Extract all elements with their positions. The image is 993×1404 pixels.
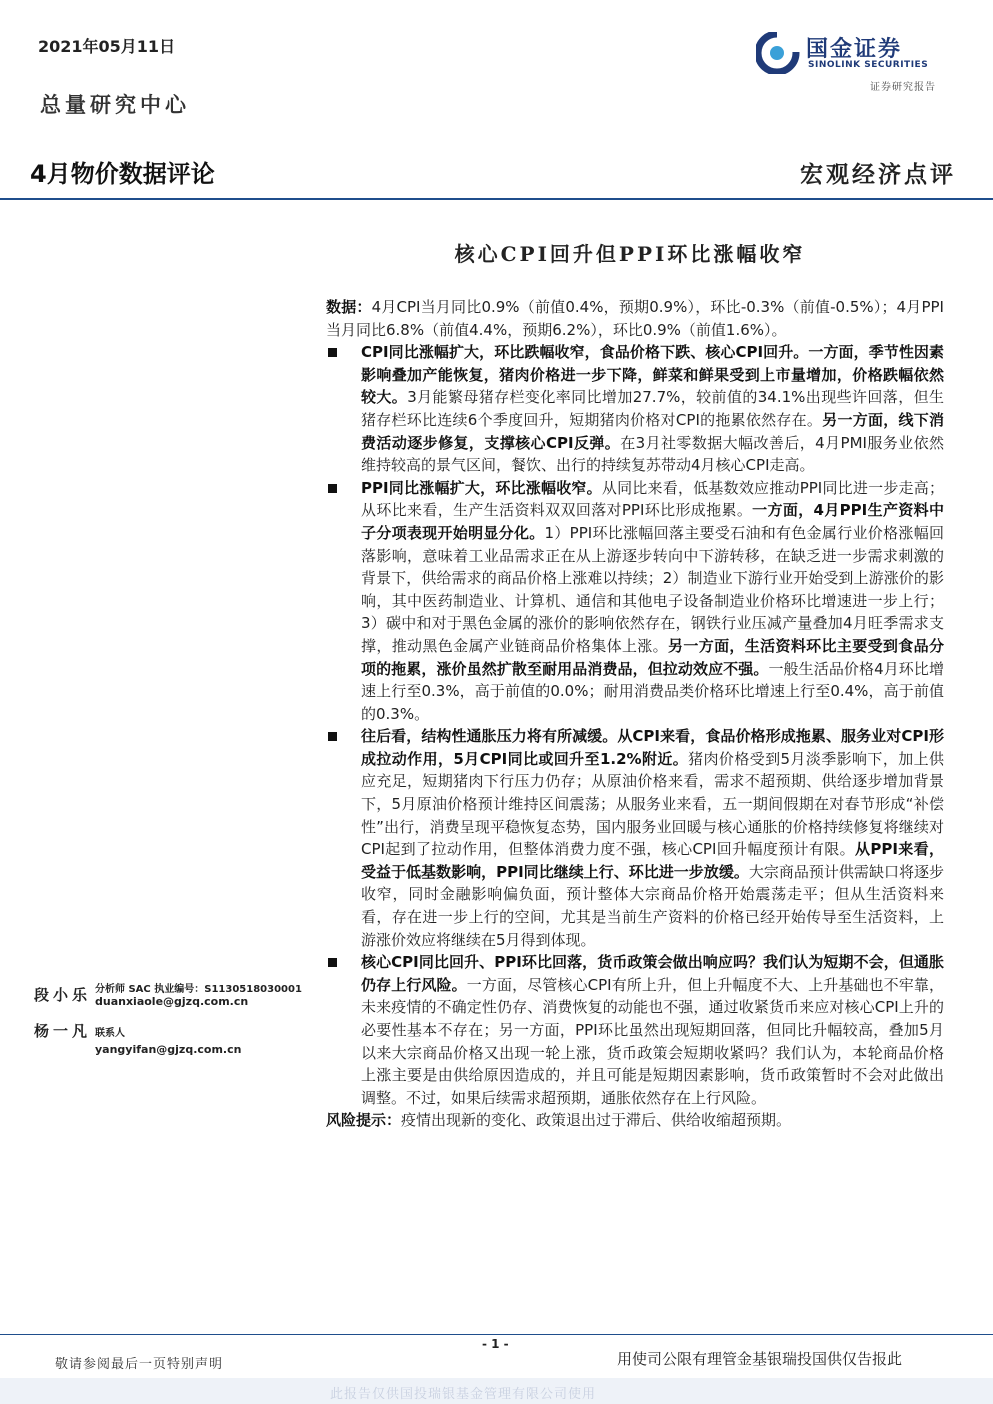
data-text: 4月CPI当月同比0.9%（前值0.4%，预期0.9%），环比-0.3%（前值-0.5%）；4月PPI当月同比6.8%（前值4.4%，预期6.2%），环比0.9%（前值1.6%）。	[326, 298, 944, 339]
bullet-square-icon	[328, 348, 337, 357]
report-title: 4月物价数据评论	[30, 160, 215, 188]
report-body	[326, 296, 944, 1132]
research-center: 总量研究中心	[40, 92, 190, 117]
bullet-text: 大宗商品预计供需缺口将逐步收窄，同时金融影响偏负面，预计整体大宗商品价格开始震荡走平；但从生活资料来看，存在进一步上行的空间，尤其是当前生产资料的价格已经开始传导至生活资料，上游涨价效应将继续在5月得到体现。	[361, 862, 944, 949]
bullet-item	[326, 725, 944, 951]
risk-text: 疫情出现新的变化、政策退出过于滞后、供给收缩超预期。	[401, 1111, 792, 1130]
watermark-text: 此报告仅供国投瑞银基金管理有限公司使用	[330, 1387, 597, 1402]
report-type: 宏观经济点评	[800, 161, 956, 188]
contact-email[interactable]: yangyifan@gjzq.com.cn	[95, 1043, 242, 1056]
page-number: - 1 -	[482, 1337, 509, 1351]
bullet-bold-text: 另一方面，生活资料环比主要受到食品分项的拖累，涨价虽然扩散至耐用品消费品，但拉动效应不强。	[361, 636, 944, 678]
logo-subtitle: 证券研究报告	[870, 82, 936, 93]
bullet-bold-text: 从PPI来看，受益于低基数影响，PPI同比继续上行、环比进一步放缓。	[361, 840, 945, 881]
report-date: 2021年05月11日	[38, 37, 176, 56]
bullet-square-icon	[328, 732, 337, 741]
data-paragraph	[326, 296, 944, 341]
bullet-bold-text: CPI同比涨幅扩大，环比跌幅收窄，食品价格下跌、核心CPI回升。一方面，季节性因素影响叠加产能恢复，猪肉价格进一步下降，鲜菜和鲜果受到上市量增加，价格跌幅依然较大。	[361, 343, 944, 407]
contact-name: 杨一凡	[34, 1022, 92, 1040]
contact-role: 联系人	[95, 1028, 125, 1039]
bullet-item	[326, 341, 944, 477]
logo-name-en: SINOLINK SECURITIES	[808, 60, 929, 70]
bullet-text: 在3月社零数据大幅改善后，4月PMI服务业依然维持较高的景气区间，餐饮、出行的持续复苏带动4月核心CPI走高。	[361, 433, 944, 475]
risk-label: 风险提示：	[326, 1111, 402, 1130]
footer-reversed-text: 用使司公限有理管金基银瑞投国供仅告报此	[617, 1350, 903, 1368]
analyst-details	[95, 980, 315, 1008]
bullet-bold-text: PPI同比涨幅扩大，环比涨幅收窄。	[361, 478, 602, 497]
header-divider	[0, 198, 993, 200]
bullet-bold-text: 另一方面，线下消费活动逐步修复，支撑核心CPI反弹。	[361, 410, 944, 452]
risk-paragraph	[326, 1109, 944, 1132]
analyst-block	[34, 984, 91, 1005]
logo-mark-icon	[756, 32, 800, 74]
bullet-text: 一般生活品价格4月环比增速上行至0.3%，高于前值的0.0%；耐用消费品类价格环比增速上行至0.4%，高于前值的0.3%。	[361, 659, 944, 723]
bullet-square-icon	[328, 958, 337, 967]
bullet-bold-text: 往后看，结构性通胀压力将有所减缓。从CPI来看，食品价格形成拖累、服务业对CPI形成拉动作用，5月CPI同比或回升至1.2%附近。	[361, 727, 944, 768]
logo-name-cn: 国金证券	[806, 37, 903, 62]
company-logo	[756, 32, 946, 74]
analyst-email[interactable]: duanxiaole@gjzq.com.cn	[95, 995, 249, 1008]
bullet-bold-text: 一方面，4月PPI生产资料中子分项表现开始明显分化。	[361, 501, 944, 542]
disclaimer-note: 敬请参阅最后一页特别声明	[55, 1357, 224, 1372]
data-label: 数据：	[326, 298, 372, 316]
analyst-role: 分析师 SAC 执业编号：S1130518030001	[95, 984, 302, 995]
contact-details	[95, 1024, 315, 1056]
bullet-item	[326, 951, 944, 1109]
report-subtitle: 核心CPI回升但PPI环比涨幅收窄	[454, 242, 806, 266]
bullet-text: 一方面，尽管核心CPI有所上升，但上升幅度不大、上升基础也不牢靠，未来疫情的不确定性仍存、消费恢复的动能也不强，通过收紧货币来应对核心CPI上升的必要性基本不存在；另一方面，PPI环比虽然出现短期回落，但同比升幅较高，叠加5月以来大宗商品价格又出现一轮上涨，货币政策会短期收紧吗？我们认为，本轮商品价格上涨主要是由供给原因造成的，并且可能是短期因素影响，货币政策暂时不会对此做出调整。不过，如果后续需求超预期，通胀依然存在上行风险。	[361, 975, 944, 1107]
contact-block	[34, 1020, 91, 1041]
bullet-square-icon	[328, 484, 337, 493]
bullet-text: 猪肉价格受到5月淡季影响下，加上供应充足，短期猪肉下行压力仍存；从原油价格来看，需求不超预期、供给逐步增加背景下，5月原油价格预计维持区间震荡；从服务业来看，五一期间假期在对春节形成“补偿性”出行，消费呈现平稳恢复态势，国内服务业回暖与核心通胀的价格持续修复将继续对CPI起到了拉动作用，但整体消费力度不强，核心CPI回升幅度预计有限。	[361, 749, 945, 859]
bullet-text: 从同比来看，低基数效应推动PPI同比进一步走高；从环比来看，生产生活资料双双回落对PPI环比形成拖累。	[361, 478, 944, 520]
bullet-item	[326, 477, 944, 726]
bullet-text: 1）PPI环比涨幅回落主要受石油和有色金属行业价格涨幅回落影响，意味着工业品需求正在从上游逐步转向中下游转移，在缺乏进一步需求刺激的背景下，供给需求的商品价格上涨难以持续；2）制造业下游行业开始受到上游涨价的影响，其中医药制造业、计算机、通信和其他电子设备制造业价格环比增速进一步上行；3）碳中和对于黑色金属的涨价的影响依然存在，钢铁行业压减产量叠加4月旺季需求支撑，推动黑色金属产业链商品价格集体上涨。	[361, 523, 944, 655]
footer-divider	[0, 1334, 993, 1335]
bullet-text: 3月能繁母猪存栏变化率同比增加27.7%，较前值的34.1%出现些许回落，但生猪存栏环比连续6个季度回升，短期猪肉价格对CPI的拖累依然存在。	[361, 388, 944, 429]
analyst-name: 段小乐	[34, 986, 92, 1004]
bullet-bold-text: 核心CPI同比回升、PPI环比回落，货币政策会做出响应吗？我们认为短期不会，但通胀仍存上行风险。	[361, 953, 944, 994]
